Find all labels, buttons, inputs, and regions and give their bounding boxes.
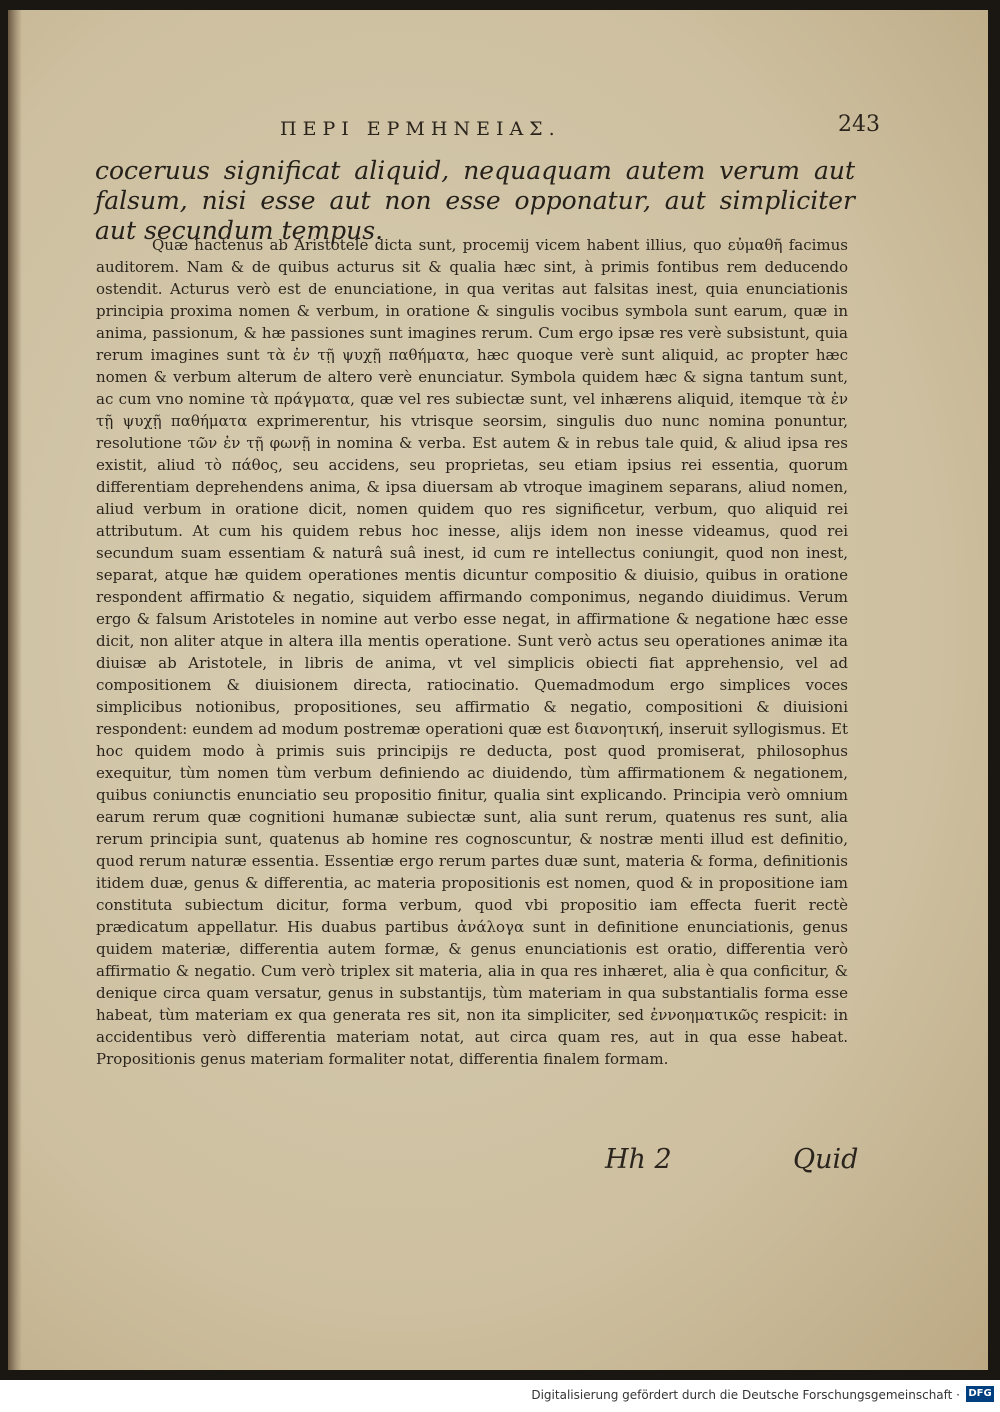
dfg-logo: DFG <box>966 1386 994 1402</box>
footer-credit: Digitalisierung gefördert durch die Deutsche Forschungsgemeinschaft · <box>531 1388 960 1402</box>
body-paragraph: Quæ hactenus ab Aristotele dicta sunt, procemij vicem habent illius, quo εὐμαθῆ facimus auditorem. Nam & de quibus acturus sit & qualia hæc sint, à primis fontibus rem deducendo ostendit. Acturus verò est de enunciatione, in qua veritas aut falsitas inest, quia enunciationis principia proxima nomen & verbum, in oratione & singulis vocibus symbola sunt earum, quæ in anima, passionum, & hæ passiones sunt imagines rerum. Cum ergo ipsæ res verè subsistunt, quia rerum imagines sunt τὰ ἐν τῇ ψυχῇ παθήματα, hæc quoque verè sunt aliquid, ac propter hæc nomen & verbum alterum de altero verè enunciatur. Symbola quidem hæc & signa tantum sunt, ac cum vno nomine τὰ πράγματα, quæ vel res subiectæ sunt, vel inhærens aliquid, itemque τὰ ἐν τῇ ψυχῇ παθήματα exprimerentur, his vtrisque seorsim, singulis duo nunc nomina ponuntur, resolutione τῶν ἐν τῇ φωνῇ in nomina & verba. Est autem & in rebus tale quid, & aliud ipsa res existit, aliud τὸ πάθος, seu accidens, seu proprietas, seu etiam ipsius rei essentia, quorum differentiam deprehendens anima, & ipsa diuersam ab vtroque imaginem separans, aliud nomen, aliud verbum in oratione dicit, nomen quidem quo res significetur, verbum, quo aliquid rei attributum. At cum his quidem rebus hoc inesse, alijs idem non inesse videamus, quod rei secundum suam essentiam & naturâ suâ inest, id cum re intellectus coniungit, quod non inest, separat, atque hæ quidem operationes mentis dicuntur compositio & diuisio, quibus in oratione respondent affirmatio & negatio, siquidem affirmando componimus, negando diuidimus. Verum ergo & falsum Aristoteles in nomine aut verbo esse negat, in affirmatione & negatione hæc esse dicit, non aliter atque in altera illa mentis operatione. Sunt verò actus seu operationes animæ ita diuisæ ab Aristotele, in libris de anima, vt vel simplicis obiecti fiat apprehensio, vel ad compositionem & diuisionem directa, ratiocinatio. Quemadmodum ergo simplices voces simplicibus notionibus, propositiones, seu affirmatio & negatio, compositioni & diuisioni respondent: eundem ad modum postremæ operationi quæ est διανοητική, inseruit syllogismus. Et hoc quidem modo à primis suis principijs re deducta, post quod promiserat, philosophus exequitur, tùm nomen tùm verbum definiendo ac diuidendo, tùm affirmationem & negationem, quibus coniunctis enunciatio seu propositio finitur, qualia sint explicando. Principia verò omnium earum rerum quæ cognitioni humanæ subiectæ sunt, alia sunt rerum, quatenus res sunt, alia rerum principia sunt, quatenus ab homine res cognoscuntur, & nostræ menti illud est definitio, quod rerum naturæ essentia. Essentiæ ergo rerum partes duæ sunt, materia & forma, definitionis itidem duæ, genus & differentia, ac materia propositionis est nomen, quod & in propositione iam constituta subiectum dicitur, forma verbum, quod vbi propositio iam effecta fuerit rectè prædicatum appellatur. His duabus partibus ἀνάλογα sunt in definitione enunciationis, genus quidem materiæ, differentia autem formæ, & genus enunciationis est oratio, differentia verò affirmatio & negatio. Cum verò triplex sit materia, alia in qua res inhæret, alia è qua conficitur, & denique circa quam versatur, genus in substantijs, tùm materiam in qua substantialis forma esse habeat, tùm materiam ex qua generata res sit, non ita simpliciter, sed ἐννοηματικῶς respicit: in accidentibus verò differentia materiam notat, aut circa quam res, aut in qua esse habeat. Propositionis genus materiam formaliter notat, differentia finalem formam. <box>96 236 848 1068</box>
signature-mark: Hh 2 <box>605 1144 672 1175</box>
page-binding-edge <box>8 10 22 1370</box>
catchword: Quid <box>793 1144 859 1175</box>
heading-text: coceruus significat aliquid, nequaquam autem verum aut falsum, nisi esse aut non esse opponatur, aut simpliciter aut secundum tempus. <box>95 156 855 245</box>
body-text <box>96 234 848 1070</box>
running-head: ΠΕΡΙ ΕΡΜΗΝΕΙΑΣ. <box>280 118 561 140</box>
page-number: 243 <box>838 112 880 137</box>
footer-bar <box>0 1380 1000 1412</box>
